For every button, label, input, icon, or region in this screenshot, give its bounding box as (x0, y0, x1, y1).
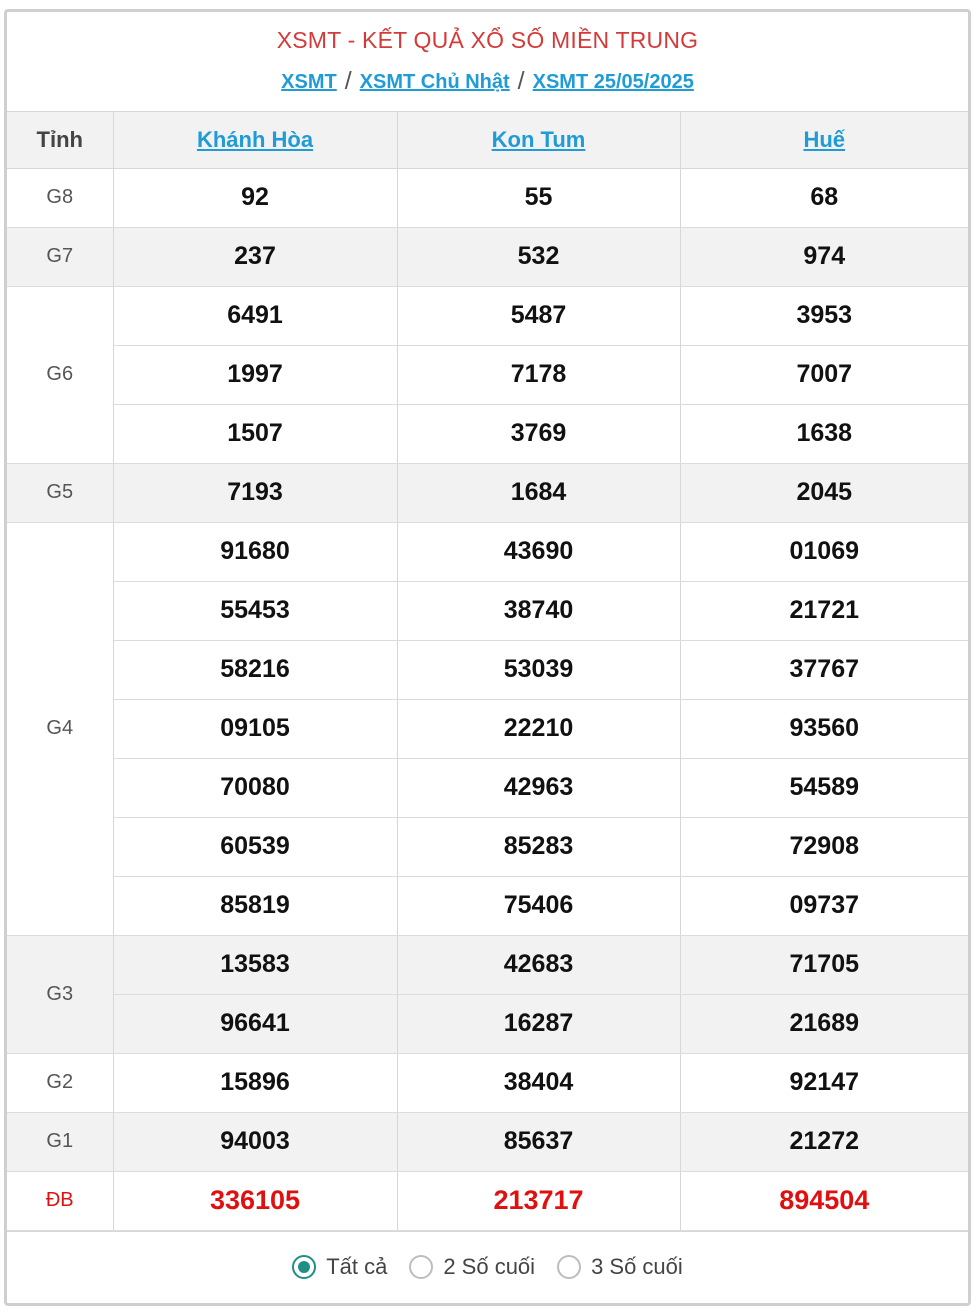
prize-number: 21689 (680, 994, 968, 1053)
prize-number: 1507 (113, 404, 397, 463)
prize-number: 21272 (680, 1112, 968, 1171)
breadcrumb-separator: / (344, 67, 352, 95)
filter-option-label: Tất cả (326, 1253, 388, 1279)
prize-row (7, 935, 968, 994)
results-table (7, 112, 968, 1231)
prize-number: 7193 (113, 463, 397, 522)
page-title: XSMT - KẾT QUẢ XỔ SỐ MIỀN TRUNG (276, 27, 699, 53)
prize-row (7, 168, 968, 227)
prize-row (7, 522, 968, 581)
prize-number: 16287 (397, 994, 680, 1053)
prize-number: 974 (680, 227, 968, 286)
prize-number: 70080 (113, 758, 397, 817)
prize-number: 60539 (113, 817, 397, 876)
prize-number: 42963 (397, 758, 680, 817)
prize-number: 09737 (680, 876, 968, 935)
filter-option-label: 3 Số cuối (591, 1253, 683, 1279)
province-link-kon-tum[interactable]: Kon Tum (491, 126, 586, 152)
prize-number: 85283 (397, 817, 680, 876)
radio-unselected-icon[interactable] (557, 1255, 581, 1279)
province-link-hue[interactable]: Huế (803, 126, 846, 152)
prize-number: 2045 (680, 463, 968, 522)
prize-row (7, 463, 968, 522)
prize-label: G5 (7, 463, 113, 522)
prize-label: G2 (7, 1053, 113, 1112)
prize-number: 93560 (680, 699, 968, 758)
prize-label: G4 (7, 522, 113, 935)
radio-unselected-icon[interactable] (409, 1255, 433, 1279)
prize-number: 894504 (680, 1171, 968, 1230)
column-header-kon-tum (397, 112, 680, 168)
special-prize-row (7, 1171, 968, 1230)
prize-number: 55 (397, 168, 680, 227)
prize-row (7, 876, 968, 935)
prize-row (7, 227, 968, 286)
prize-number: 336105 (113, 1171, 397, 1230)
prize-number: 15896 (113, 1053, 397, 1112)
prize-number: 94003 (113, 1112, 397, 1171)
breadcrumb-link-sunday[interactable]: XSMT Chủ Nhật (359, 71, 510, 93)
prize-number: 213717 (397, 1171, 680, 1230)
table-header-row (7, 112, 968, 168)
prize-number: 55453 (113, 581, 397, 640)
prize-number: 42683 (397, 935, 680, 994)
prize-number: 53039 (397, 640, 680, 699)
prize-number: 37767 (680, 640, 968, 699)
radio-selected-icon[interactable] (292, 1255, 316, 1279)
card-header (7, 12, 968, 112)
prize-number: 54589 (680, 758, 968, 817)
prize-number: 7007 (680, 345, 968, 404)
prize-number: 1638 (680, 404, 968, 463)
prize-number: 7178 (397, 345, 680, 404)
column-header-province: Tỉnh (7, 112, 113, 168)
prize-row (7, 640, 968, 699)
breadcrumb-separator: / (517, 67, 525, 95)
prize-number: 22210 (397, 699, 680, 758)
column-header-hue (680, 112, 968, 168)
filter-option-all[interactable] (292, 1254, 387, 1280)
prize-number: 38404 (397, 1053, 680, 1112)
prize-number: 5487 (397, 286, 680, 345)
filter-option-last-3[interactable] (557, 1254, 683, 1280)
prize-number: 92147 (680, 1053, 968, 1112)
prize-number: 01069 (680, 522, 968, 581)
prize-number: 21721 (680, 581, 968, 640)
filter-option-last-2[interactable] (409, 1254, 535, 1280)
prize-number: 71705 (680, 935, 968, 994)
prize-number: 75406 (397, 876, 680, 935)
prize-row (7, 404, 968, 463)
prize-label: G7 (7, 227, 113, 286)
filter-option-label: 2 Số cuối (443, 1253, 536, 1279)
prize-label: ĐB (7, 1171, 113, 1230)
prize-number: 38740 (397, 581, 680, 640)
prize-label: G1 (7, 1112, 113, 1171)
prize-row (7, 817, 968, 876)
prize-label: G6 (7, 286, 113, 463)
prize-number: 72908 (680, 817, 968, 876)
prize-row (7, 994, 968, 1053)
prize-row (7, 1112, 968, 1171)
prize-number: 6491 (113, 286, 397, 345)
breadcrumb (7, 66, 968, 95)
prize-row (7, 1053, 968, 1112)
prize-number: 92 (113, 168, 397, 227)
prize-row (7, 286, 968, 345)
prize-number: 237 (113, 227, 397, 286)
prize-number: 1684 (397, 463, 680, 522)
prize-number: 68 (680, 168, 968, 227)
prize-number: 532 (397, 227, 680, 286)
prize-number: 3769 (397, 404, 680, 463)
prize-number: 91680 (113, 522, 397, 581)
prize-table-body (7, 168, 968, 1230)
prize-label: G8 (7, 168, 113, 227)
prize-number: 1997 (113, 345, 397, 404)
prize-number: 96641 (113, 994, 397, 1053)
prize-number: 13583 (113, 935, 397, 994)
prize-number: 09105 (113, 699, 397, 758)
prize-row (7, 699, 968, 758)
breadcrumb-link-date[interactable]: XSMT 25/05/2025 (532, 71, 694, 93)
prize-row (7, 581, 968, 640)
prize-number: 58216 (113, 640, 397, 699)
prize-number: 43690 (397, 522, 680, 581)
column-header-khanh-hoa (113, 112, 397, 168)
province-link-khanh-hoa[interactable]: Khánh Hòa (196, 126, 314, 152)
prize-row (7, 345, 968, 404)
breadcrumb-link-xsmt[interactable]: XSMT (281, 71, 337, 93)
digit-filter (7, 1231, 968, 1302)
prize-label: G3 (7, 935, 113, 1053)
results-card (4, 9, 971, 1306)
prize-row (7, 758, 968, 817)
prize-number: 85819 (113, 876, 397, 935)
prize-number: 3953 (680, 286, 968, 345)
prize-number: 85637 (397, 1112, 680, 1171)
